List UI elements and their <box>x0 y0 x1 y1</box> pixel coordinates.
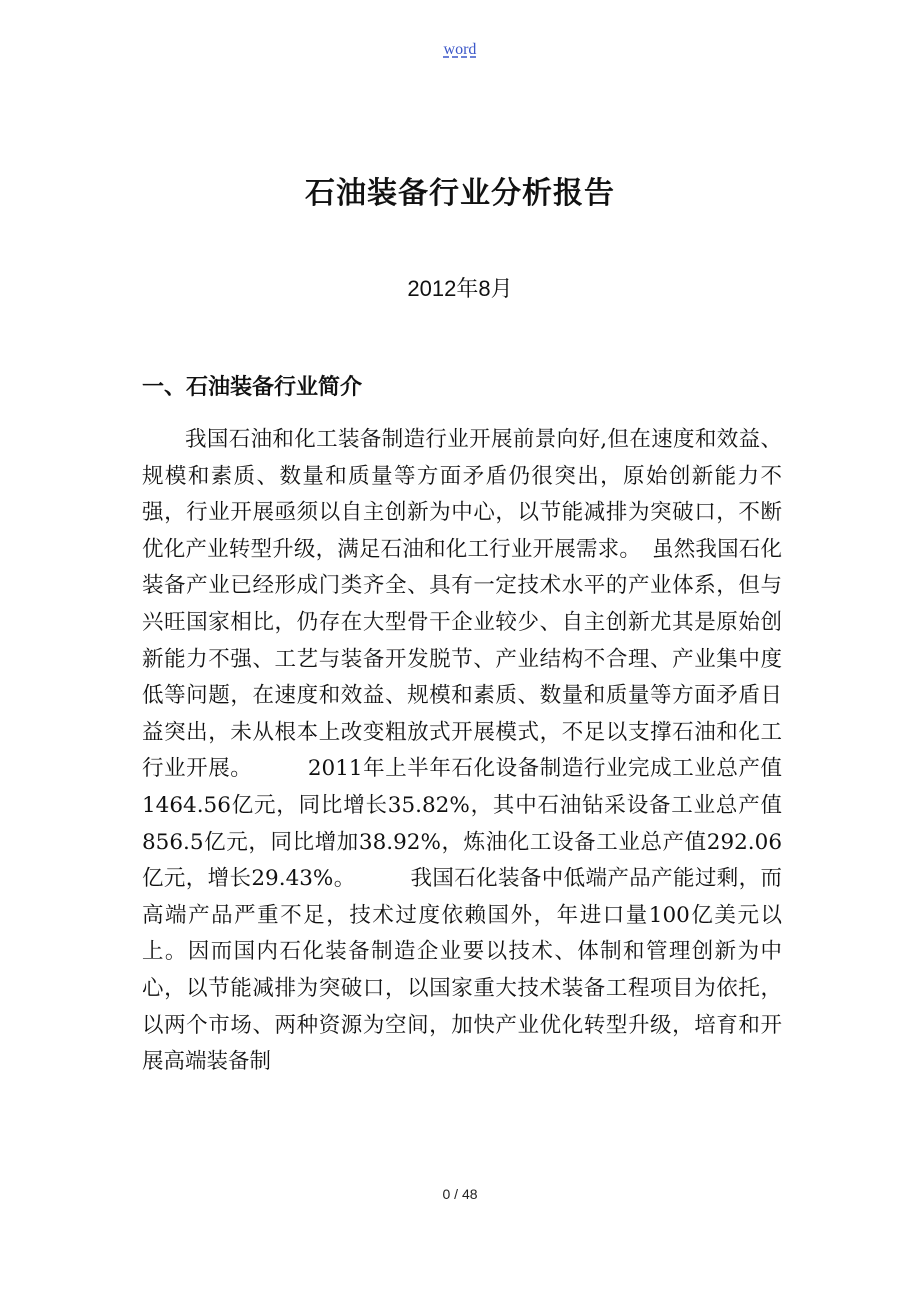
header-word-link[interactable]: word <box>443 41 477 58</box>
document-date: 2012年8月 <box>407 276 513 301</box>
section-heading: 一、石油装备行业简介 <box>142 375 363 400</box>
page-number: 0 / 48 <box>442 1186 478 1202</box>
body-paragraph: 我国石油和化工装备制造行业开展前景向好,但在速度和效益、规模和素质、数量和质量等方面矛盾仍很突出，原始创新能力不强，行业开展亟须以自主创新为中心，以节能减排为突破口，不断优化产业转型升级，满足石油和化工行业开展需求。 虽然我国石化装备产业已经形成门类齐全、具有一定技术水平的产业体系，但与兴旺国家相比，仍存在大型骨干企业较少、自主创新尤其是原始创新能力不强、工艺与装备开发脱节、产业结构不合理、产业集中度低等问题，在速度和效益、规模和素质、数量和质量等方面矛盾日益突出，未从根本上改变粗放式开展模式，不足以支撑石油和化工行业开展。 2011年上半年石化设备制造行业完成工业总产值1464.56亿元，同比增长35.82%，其中石油钻采设备工业总产值856.5亿元，同比增加38.92%，炼油化工设备工业总产值292.06亿元，增长29.43%。 我国石化装备中低端产品产能过剩，而高端产品严重不足，技术过度依赖国外，年进口量100亿美元以上。因而国内石化装备制造企业要以技术、体制和管理创新为中心，以节能减排为突破口，以国家重大技术装备工程项目为依托，以两个市场、两种资源为空间，加快产业优化转型升级，培育和开展高端装备制 <box>142 427 782 1075</box>
document-title: 石油装备行业分析报告 <box>305 176 615 211</box>
